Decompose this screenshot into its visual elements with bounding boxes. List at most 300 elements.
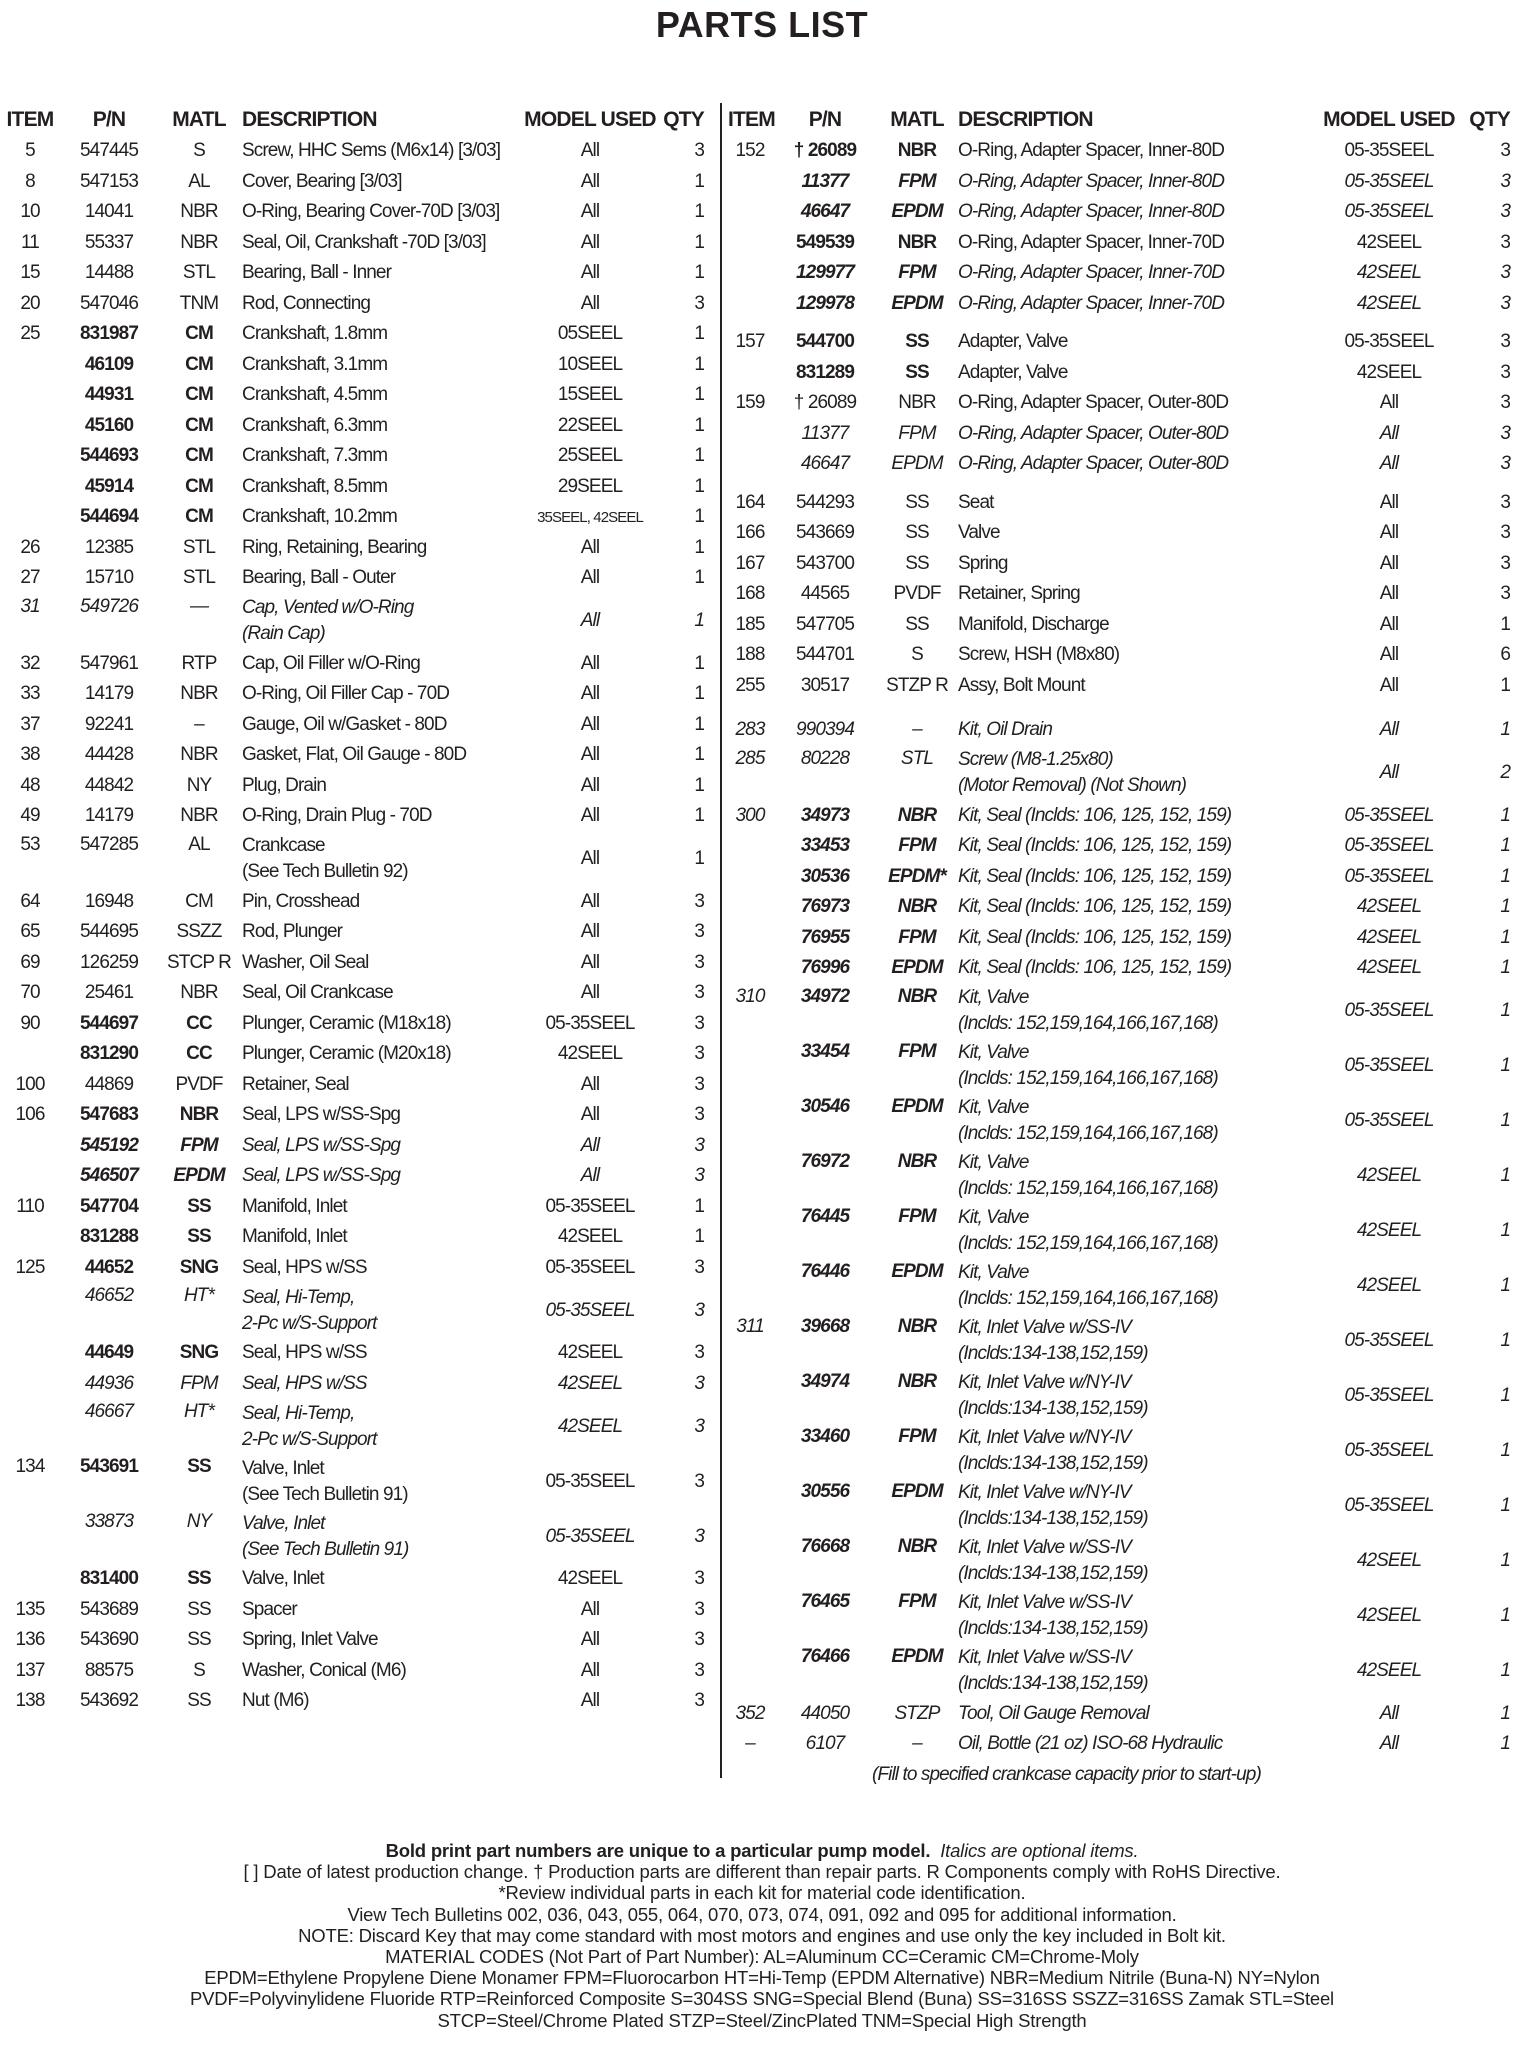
material-cell: SS (905, 613, 929, 635)
description-cell (240, 891, 520, 913)
model-used-cell: All (580, 1690, 600, 1712)
footer-line: STCP=Steel/Chrome Plated STZP=Steel/ZincPlated TNM=Special High Strength (437, 2009, 1087, 2031)
parts-table-left (0, 104, 712, 1717)
part-number-cell: 11377 (801, 170, 849, 192)
model-used-cell: All (580, 610, 600, 631)
description-line: Kit, Oil Drain (958, 719, 1053, 741)
description-cell (240, 1373, 520, 1395)
model-used-cell: 05-35SEEL (1344, 1330, 1434, 1351)
table-row (728, 1094, 1524, 1149)
model-used-cell: 05-35SEEL (545, 1195, 635, 1217)
model-used-cell: 42SEEL (557, 1415, 623, 1437)
material-cell: SS (187, 1629, 211, 1651)
item-cell (728, 1149, 772, 1151)
description-line: Kit, Seal (Inclds: 106, 125, 152, 159) (958, 804, 1232, 826)
qty-cell: 3 (694, 1659, 704, 1681)
part-number-cell: 544700 (795, 331, 854, 353)
description-line: Gasket, Flat, Oil Gauge - 80D (242, 744, 467, 766)
part-number-cell: 547046 (79, 292, 138, 314)
table-row (728, 671, 1524, 702)
qty-cell: 3 (694, 1073, 704, 1095)
part-number-cell: 30556 (800, 1480, 850, 1502)
model-used-cell: All (1379, 453, 1399, 475)
part-number-cell: 543689 (79, 1598, 138, 1620)
model-used-cell: 05-35SEEL (1344, 1055, 1434, 1076)
description-line: Bearing, Ball - Inner (242, 262, 392, 284)
model-used-cell: All (580, 921, 600, 943)
description-line-2: (Inclds:134-138,152,159) (958, 1563, 1148, 1584)
description-line: Kit, Valve (958, 1262, 1029, 1283)
description-line-2: (Inclds:134-138,152,159) (958, 1398, 1148, 1419)
description-cell (240, 262, 520, 284)
model-used-cell: 05-35SEEL (1344, 170, 1434, 192)
model-used-cell: All (580, 231, 600, 253)
description-line-2: (Inclds: 152,159,164,166,167,168) (958, 1123, 1218, 1144)
material-cell: FPM (898, 1425, 936, 1447)
part-number-cell: 831987 (79, 323, 138, 345)
item-cell: 164 (735, 491, 765, 513)
material-cell: SNG (179, 1342, 219, 1364)
material-cell: FPM (898, 170, 936, 192)
header-matl: MATL (890, 108, 944, 131)
item-cell: 5 (25, 140, 35, 162)
model-used-cell: 42SEEL (1356, 292, 1422, 314)
description-cell (956, 1590, 1316, 1642)
model-used-cell: 05-35SEEL (545, 1299, 635, 1321)
description-line: Tool, Oil Gauge Removal (958, 1702, 1149, 1724)
table-row (0, 1656, 712, 1687)
material-cell: CC (186, 1043, 212, 1065)
description-cell (240, 1401, 520, 1453)
table-row (0, 1625, 712, 1656)
description-cell (956, 1733, 1316, 1755)
model-used-cell: All (1379, 583, 1399, 605)
description-line: O-Ring, Bearing Cover-70D [3/03] (242, 201, 500, 223)
table-row (0, 832, 712, 887)
header-item: ITEM (728, 108, 775, 131)
table-row (0, 319, 712, 350)
description-cell (240, 1196, 520, 1218)
material-cell: EPDM (891, 453, 943, 475)
model-used-cell: 42SEEL (1356, 1605, 1422, 1626)
item-cell: 255 (735, 674, 765, 696)
part-number-cell: 33873 (84, 1511, 134, 1532)
description-line-2: (Rain Cap) (242, 623, 325, 644)
description-line: O-Ring, Adapter Spacer, Outer-80D (958, 453, 1229, 475)
model-used-cell: All (580, 774, 600, 796)
qty-cell: 1 (694, 201, 704, 223)
part-number-cell: 544697 (79, 1012, 138, 1034)
model-used-cell: All (1379, 719, 1399, 741)
material-cell: S (911, 644, 923, 666)
model-used-cell: 42SEEL (1356, 896, 1422, 918)
table-header (728, 104, 1524, 136)
table-row (0, 441, 712, 472)
item-cell (728, 1204, 772, 1206)
description-line: Screw, HSH (M8x80) (958, 644, 1120, 666)
part-number-cell: 543690 (79, 1629, 138, 1651)
qty-cell: 1 (694, 683, 704, 705)
material-cell: FPM (898, 422, 936, 444)
material-cell: CM (185, 353, 213, 375)
qty-cell: 1 (694, 774, 704, 796)
qty-cell: 1 (694, 610, 704, 631)
table-row (728, 258, 1524, 289)
qty-cell: 1 (1500, 1660, 1510, 1681)
model-used-cell: 42SEEL (1356, 262, 1422, 284)
material-cell: EPDM (891, 957, 943, 979)
material-cell: SS (905, 491, 929, 513)
material-cell: NBR (897, 140, 937, 162)
description-cell (956, 583, 1316, 605)
description-line: Assy, Bolt Mount (958, 674, 1085, 696)
description-cell (240, 1511, 520, 1563)
item-cell (728, 1589, 772, 1591)
description-line: Kit, Valve (958, 1042, 1029, 1063)
item-cell: 167 (735, 552, 765, 574)
header-description: DESCRIPTION (958, 108, 1093, 131)
description-cell (956, 331, 1316, 353)
italic-note: Italics are optional items. (940, 1840, 1139, 1861)
qty-cell: 1 (694, 170, 704, 192)
qty-cell: 1 (1500, 1702, 1510, 1724)
description-cell (240, 1226, 520, 1248)
material-cell: NBR (180, 805, 218, 827)
description-cell (956, 362, 1316, 384)
table-row (0, 533, 712, 564)
description-line: Screw (M8-1.25x80) (958, 749, 1113, 770)
table-row (728, 1039, 1524, 1094)
description-line-2: (See Tech Bulletin 91) (242, 1483, 408, 1505)
qty-cell: 3 (694, 1598, 704, 1620)
material-cell: RTP (181, 652, 217, 674)
part-number-cell: 547961 (79, 652, 138, 674)
part-number-cell: 547285 (79, 833, 138, 855)
description-cell (240, 1342, 520, 1364)
model-used-cell: All (580, 683, 600, 705)
qty-cell: 3 (1500, 361, 1510, 383)
table-row (728, 167, 1524, 198)
description-line: Crankshaft, 7.3mm (242, 445, 388, 467)
material-cell: TNM (179, 292, 219, 314)
description-line: Kit, Inlet Valve w/NY-IV (958, 1482, 1131, 1503)
description-cell (240, 415, 520, 437)
qty-cell: 3 (1500, 262, 1510, 284)
item-cell: 69 (20, 951, 40, 973)
footer-notes (0, 1840, 1524, 2031)
qty-cell: 1 (1500, 1733, 1510, 1755)
description-line: Valve (958, 522, 1000, 544)
item-cell: 285 (735, 747, 765, 769)
table-row (728, 419, 1524, 450)
description-cell (956, 1315, 1316, 1367)
description-line-2: (Inclds: 152,159,164,166,167,168) (958, 1178, 1218, 1199)
part-number-cell: 545192 (79, 1134, 138, 1156)
item-cell: 159 (735, 392, 765, 414)
material-cell: FPM (898, 926, 936, 948)
part-number-cell: 126259 (79, 951, 138, 973)
model-used-cell: 42SEEL (1356, 231, 1422, 253)
model-used-cell: 42SEEL (557, 1372, 623, 1394)
item-cell: 137 (15, 1659, 45, 1681)
description-cell (240, 1568, 520, 1590)
description-line: Kit, Seal (Inclds: 106, 125, 152, 159) (958, 957, 1232, 979)
item-cell: 33 (20, 683, 40, 705)
qty-cell: 1 (694, 475, 704, 497)
description-line: Kit, Seal (Inclds: 106, 125, 152, 159) (958, 835, 1232, 857)
model-used-cell: 10SEEL (557, 353, 623, 375)
description-line: Manifold, Inlet (242, 1226, 347, 1248)
description-cell (240, 232, 520, 254)
description-line: O-Ring, Adapter Spacer, Inner-70D (958, 292, 1225, 314)
qty-cell: 3 (1500, 392, 1510, 414)
part-number-cell: 129977 (795, 262, 854, 284)
description-line: Crankshaft, 8.5mm (242, 475, 388, 497)
description-line: Kit, Inlet Valve w/SS-IV (958, 1317, 1132, 1338)
description-cell (956, 1150, 1316, 1202)
group-spacer (728, 701, 1524, 715)
header-item: ITEM (6, 108, 54, 131)
material-cell: NBR (180, 683, 218, 705)
qty-cell: 1 (1500, 1275, 1510, 1296)
item-cell: 300 (735, 804, 765, 826)
material-cell: STZP (894, 1702, 940, 1724)
qty-cell: 3 (1500, 491, 1510, 513)
table-row (0, 948, 712, 979)
description-line: O-Ring, Adapter Spacer, Outer-80D (958, 392, 1229, 414)
item-cell: 31 (20, 595, 40, 617)
qty-cell: 6 (1500, 644, 1510, 666)
description-line: Kit, Seal (Inclds: 106, 125, 152, 159) (958, 865, 1232, 887)
material-cell: NBR (180, 231, 218, 253)
part-number-cell: 544695 (79, 921, 138, 943)
material-cell: NBR (897, 231, 937, 253)
table-row (0, 258, 712, 289)
table-row (728, 801, 1524, 832)
table-row (728, 388, 1524, 419)
part-number-cell: 549539 (795, 231, 854, 253)
description-cell (240, 1013, 520, 1035)
part-number-cell: 547153 (79, 170, 138, 192)
description-line: O-Ring, Adapter Spacer, Inner-80D (958, 201, 1225, 223)
description-line: Crankshaft, 6.3mm (242, 414, 388, 436)
qty-cell: 3 (694, 1165, 704, 1187)
part-number-cell: 547705 (795, 613, 854, 635)
description-line: Retainer, Spring (958, 583, 1080, 605)
qty-cell: 1 (694, 231, 704, 253)
material-cell: EPDM (891, 1480, 943, 1502)
part-number-cell: 92241 (84, 713, 134, 735)
description-cell (956, 835, 1316, 857)
table-row (0, 1100, 712, 1131)
item-cell: 65 (20, 921, 40, 943)
description-cell (240, 1660, 520, 1682)
description-cell (956, 392, 1316, 414)
qty-cell: 1 (694, 805, 704, 827)
material-cell: STL (182, 262, 216, 284)
material-cell: EPDM (891, 201, 943, 223)
table-row (0, 887, 712, 918)
table-row (728, 1424, 1524, 1479)
description-line: O-Ring, Adapter Spacer, Inner-70D (958, 262, 1225, 284)
description-cell (956, 927, 1316, 949)
table-row (0, 1039, 712, 1070)
part-number-cell: 34972 (800, 985, 850, 1007)
qty-cell: 3 (694, 1104, 704, 1126)
model-used-cell: 05-35SEEL (1344, 835, 1434, 857)
footer-line: EPDM=Ethylene Propylene Diene Monamer FPM=Fluorocarbon HT=Hi-Temp (EPDM Alternative) NBR=Medium Nitrile (Buna-N) NY=Nylon (204, 1967, 1320, 1989)
item-cell (0, 1509, 60, 1511)
model-used-cell: 15SEEL (557, 384, 623, 406)
description-line: Kit, Valve (958, 1097, 1029, 1118)
qty-cell: 1 (694, 353, 704, 375)
model-used-cell: 05-35SEEL (1344, 1110, 1434, 1131)
qty-cell: 1 (1500, 1330, 1510, 1351)
table-row (728, 289, 1524, 320)
material-cell: FPM (898, 262, 936, 284)
qty-cell: 1 (1500, 804, 1510, 826)
description-cell (240, 171, 520, 193)
item-cell: 283 (735, 719, 765, 741)
qty-cell: 1 (1500, 835, 1510, 857)
part-number-cell: 76668 (800, 1535, 850, 1557)
model-used-cell: All (580, 536, 600, 558)
table-row (728, 549, 1524, 580)
material-cell: CM (185, 890, 213, 912)
material-cell: CM (185, 414, 213, 436)
description-cell (240, 323, 520, 345)
description-cell (240, 653, 520, 675)
description-cell (240, 567, 520, 589)
table-row (728, 518, 1524, 549)
table-row (0, 1454, 712, 1509)
description-line: Ring, Retaining, Bearing (242, 536, 427, 558)
table-row (0, 1595, 712, 1626)
part-number-cell: 831400 (79, 1568, 138, 1590)
item-cell: 37 (20, 713, 40, 735)
model-used-cell: All (1379, 644, 1399, 666)
description-line: Crankshaft, 10.2mm (242, 506, 397, 528)
description-line: O-Ring, Oil Filler Cap - 70D (242, 683, 450, 705)
item-cell: – (745, 1733, 755, 1755)
parts-table-right (728, 104, 1524, 1790)
material-cell: PVDF (893, 583, 941, 605)
part-number-cell: 6107 (805, 1733, 845, 1755)
material-cell: SS (905, 522, 929, 544)
table-row (0, 136, 712, 167)
part-number-cell: 990394 (795, 719, 854, 741)
material-cell: STL (900, 747, 934, 769)
qty-cell: 2 (1500, 762, 1510, 783)
description-line: Plunger, Ceramic (M18x18) (242, 1012, 451, 1034)
qty-cell: 3 (694, 1690, 704, 1712)
qty-cell: 3 (1500, 201, 1510, 223)
description-line: Kit, Inlet Valve w/SS-IV (958, 1537, 1132, 1558)
model-used-cell: 42SEEL (1356, 1220, 1422, 1241)
material-cell: – (912, 719, 922, 741)
item-cell (728, 1534, 772, 1536)
description-line: Valve, Inlet (242, 1512, 325, 1534)
description-line: Valve, Inlet (242, 1457, 324, 1479)
description-cell (240, 952, 520, 974)
item-cell: 26 (20, 536, 40, 558)
material-cell: SS (187, 1456, 211, 1477)
qty-cell: 1 (694, 414, 704, 436)
model-used-cell: 42SEEL (1356, 1275, 1422, 1296)
description-line: O-Ring, Adapter Spacer, Outer-80D (958, 422, 1229, 444)
model-used-cell: 42SEEL (1356, 1550, 1422, 1571)
qty-cell: 3 (694, 982, 704, 1004)
item-cell: 135 (15, 1598, 45, 1620)
part-number-cell: 30546 (800, 1095, 850, 1117)
part-number-cell: 14179 (84, 683, 134, 705)
item-cell: 311 (736, 1315, 764, 1337)
qty-cell: 3 (1500, 422, 1510, 444)
item-cell: 11 (21, 231, 39, 253)
model-used-cell: 05-35SEEL (1344, 1495, 1434, 1516)
qty-cell: 1 (694, 445, 704, 467)
description-line: Kit, Inlet Valve w/SS-IV (958, 1647, 1132, 1668)
description-cell (956, 423, 1316, 445)
table-row (728, 358, 1524, 389)
material-cell: NBR (897, 1535, 937, 1557)
model-used-cell: All (580, 1165, 600, 1187)
description-line: Kit, Valve (958, 987, 1029, 1008)
table-row (0, 1253, 712, 1284)
model-used-cell: 42SEEL (557, 1226, 623, 1248)
model-used-cell: All (580, 1104, 600, 1126)
part-number-cell: 34974 (800, 1370, 850, 1392)
qty-cell: 3 (694, 951, 704, 973)
material-cell: CM (185, 445, 213, 467)
qty-cell: 1 (694, 848, 704, 869)
qty-cell: 1 (1500, 926, 1510, 948)
description-line: Screw, HHC Sems (M6x14) [3/03] (242, 140, 501, 162)
table-row (728, 1729, 1524, 1760)
material-cell: NBR (897, 896, 937, 918)
model-used-cell: All (1379, 491, 1399, 513)
model-used-cell: All (580, 140, 600, 162)
item-cell (728, 1039, 772, 1041)
description-cell (956, 866, 1316, 888)
qty-cell: 3 (694, 921, 704, 943)
qty-cell: 1 (1500, 1440, 1510, 1461)
part-number-cell: 76445 (800, 1205, 850, 1227)
group-spacer (728, 319, 1524, 327)
item-cell: 53 (20, 833, 40, 855)
qty-cell: 1 (1500, 719, 1510, 741)
description-line-2: (Motor Removal) (Not Shown) (958, 775, 1187, 796)
description-cell (240, 683, 520, 705)
qty-cell: 1 (1500, 896, 1510, 918)
material-cell: S (193, 140, 205, 162)
material-cell: NBR (180, 201, 218, 223)
table-row (0, 594, 712, 649)
description-cell (956, 262, 1316, 284)
item-cell: 106 (15, 1104, 45, 1126)
description-cell (956, 1535, 1316, 1587)
table-row (728, 1644, 1524, 1699)
item-cell: 32 (20, 652, 40, 674)
part-number-cell: 76973 (800, 896, 850, 918)
model-used-cell: 05-35SEEL (1344, 1000, 1434, 1021)
header-qty: QTY (663, 108, 704, 131)
description-line: Oil, Bottle (21 oz) ISO-68 Hydraulic (958, 1733, 1223, 1755)
item-cell: 134 (15, 1456, 45, 1477)
table-row (0, 1222, 712, 1253)
qty-cell: 1 (1500, 865, 1510, 887)
table-row (0, 801, 712, 832)
